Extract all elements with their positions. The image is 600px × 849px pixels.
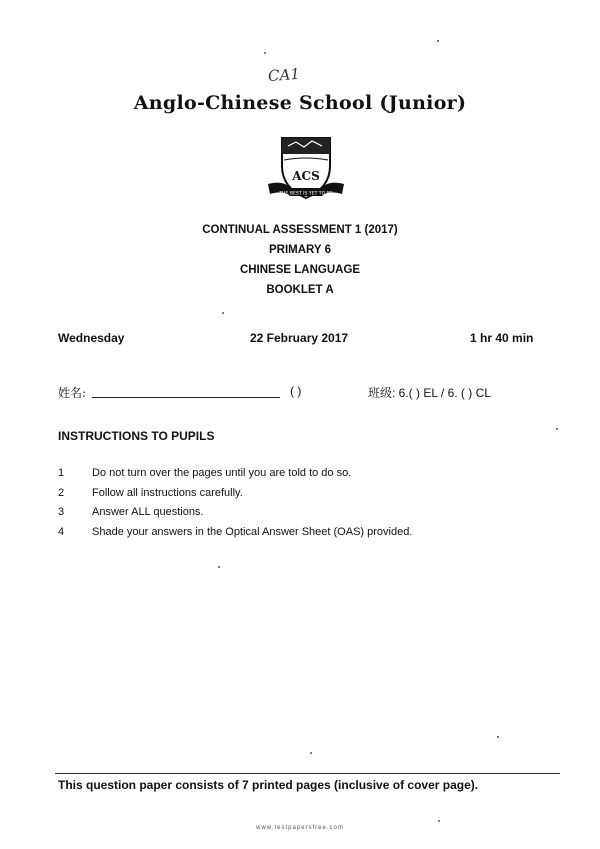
- level-title: PRIMARY 6: [269, 244, 331, 256]
- instructions-heading: INSTRUCTIONS TO PUPILS: [58, 429, 215, 443]
- crest-monogram: ACS: [292, 169, 320, 183]
- instruction-item: [58, 467, 558, 479]
- exam-day: Wednesday: [58, 331, 125, 345]
- instruction-number: 2: [58, 487, 65, 499]
- crest-motto: THE BEST IS YET TO BE: [279, 191, 333, 197]
- scan-speck: [222, 312, 224, 314]
- exam-date: 22 February 2017: [250, 331, 349, 345]
- exam-duration: 1 hr 40 min: [470, 331, 534, 345]
- instruction-text: Follow all instructions carefully.: [92, 487, 243, 499]
- instruction-item: [58, 487, 558, 499]
- footer-divider: [55, 773, 560, 774]
- instruction-text: Do not turn over the pages until you are told to do so.: [92, 467, 352, 479]
- instruction-text: Shade your answers in the Optical Answer Sheet (OAS) provided.: [92, 526, 413, 538]
- scan-speck: [437, 40, 439, 42]
- instruction-number: 1: [58, 467, 65, 479]
- scan-speck: [497, 736, 499, 738]
- instruction-item: [58, 526, 558, 538]
- scan-speck: [438, 820, 440, 822]
- instruction-text: Answer ALL questions.: [92, 506, 204, 518]
- class-field[interactable]: 班级: 6.( ) EL / 6. ( ) CL: [368, 386, 491, 400]
- subject-title: CHINESE LANGUAGE: [239, 264, 361, 276]
- name-label: 姓名:: [58, 386, 87, 400]
- scan-speck: [556, 428, 558, 430]
- scan-speck: [264, 52, 266, 54]
- instruction-number: 4: [58, 526, 65, 538]
- scan-speck: [310, 752, 312, 754]
- instruction-item: [58, 506, 558, 518]
- name-field[interactable]: [92, 397, 280, 398]
- scan-speck: [218, 566, 220, 568]
- index-number-field[interactable]: ( ): [290, 384, 302, 398]
- school-crest: [264, 132, 348, 204]
- assessment-title: CONTINUAL ASSESSMENT 1 (2017): [202, 224, 398, 236]
- instruction-number: 3: [58, 506, 65, 518]
- page-count-note: This question paper consists of 7 printed pages (inclusive of cover page).: [58, 778, 479, 792]
- booklet-title: BOOKLET A: [266, 284, 334, 296]
- handwritten-mark: CA1: [267, 64, 301, 86]
- watermark-url: www.testpapersfree.com: [256, 825, 344, 831]
- school-name: Anglo-Chinese School (Junior): [133, 92, 467, 114]
